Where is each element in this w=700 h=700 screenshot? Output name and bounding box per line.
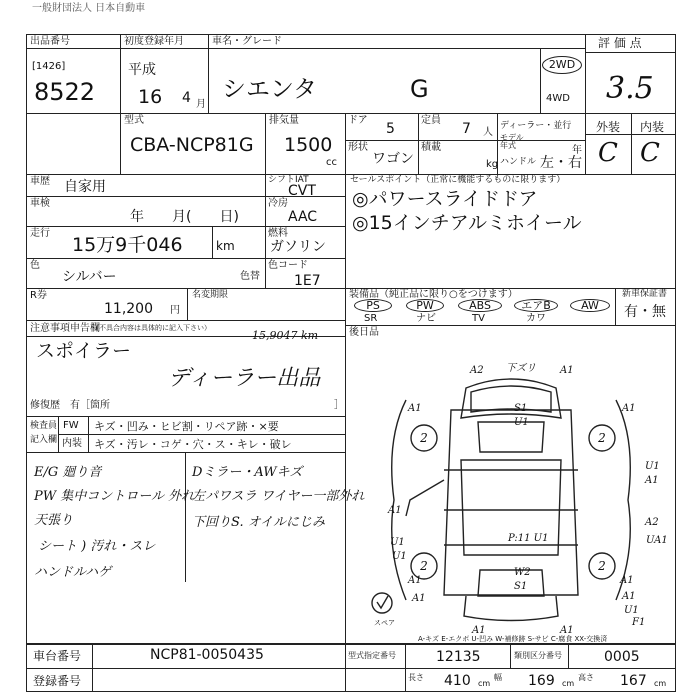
reg-month: 4: [182, 90, 191, 106]
exterior-label: 外装: [596, 120, 621, 134]
first-reg-label: 初度登録年月: [124, 36, 184, 47]
bottom-label: 後日品: [349, 327, 379, 338]
shift: CVT: [288, 183, 316, 199]
model-label: 型式: [124, 115, 144, 126]
equip-leather: カワ: [526, 313, 546, 324]
color: シルバー: [62, 269, 117, 285]
diag-a1-right-rear: A1: [622, 591, 636, 602]
score-label: 評 価 点: [598, 36, 642, 50]
interior-row-label: 内装: [62, 438, 82, 449]
model-year-label: モデル年式: [500, 133, 524, 150]
diag-a1-right: A1: [622, 403, 636, 414]
width-label: 幅: [494, 673, 502, 682]
dealer-stamp: ディーラー出品: [168, 366, 321, 391]
capacity: 7: [462, 121, 471, 137]
length: 410: [444, 673, 471, 689]
diag-a1-rear: A1: [408, 575, 422, 586]
selling-point-1: ◎パワースライドドア: [352, 188, 538, 210]
color-code-label: 色コード: [268, 260, 308, 271]
diag-u1-right: U1: [645, 461, 660, 472]
height: 167: [620, 673, 647, 689]
handle: 左・右: [540, 155, 582, 171]
displacement-label: 排気量: [269, 115, 299, 126]
diag-a1-left-rear: A1: [412, 593, 426, 604]
diag-u1-hood: U1: [514, 417, 529, 428]
capacity-label: 定員: [421, 115, 441, 126]
equip-tv: TV: [472, 313, 485, 324]
diag-w2: W2: [514, 567, 531, 578]
doors-label: ドア: [348, 115, 368, 126]
doors: 5: [386, 121, 395, 137]
lot-number: 8522: [34, 78, 96, 106]
type-cert-label: 型式指定番号: [348, 651, 396, 660]
diag-a1-top: A1: [560, 365, 574, 376]
diag-s1: S1: [514, 403, 528, 414]
diag-a1-bottom-right: A1: [560, 625, 574, 636]
diag-s1-rear: S1: [514, 581, 528, 592]
car-name-label: 車名・グレード: [212, 36, 282, 47]
class-number: 0005: [604, 649, 640, 665]
reg-month-unit: 月: [196, 99, 206, 110]
load-label: 積載: [421, 142, 441, 153]
chassis-number: NCP81-0050435: [150, 647, 264, 663]
handle-label: ハンドル: [500, 157, 537, 167]
capacity-unit: 人: [483, 127, 493, 138]
inspector-label: 検査員記入欄: [30, 421, 58, 445]
transfer-value: 15,9047 km: [252, 329, 319, 342]
hw-right-2: 左パワスラ ワイヤー一部外れ: [192, 489, 365, 504]
interior-label: 内装: [640, 120, 665, 134]
svg-text:2: 2: [598, 559, 606, 573]
diag-shitazuri: 下ズリ: [506, 363, 536, 374]
mileage: 15万9千046: [72, 234, 183, 256]
hw-left-4: シート ) 汚れ・スレ: [38, 539, 156, 554]
model: CBA-NCP81G: [130, 134, 254, 156]
owner-type: 自家用: [64, 179, 106, 195]
selling-point-2: ◎15インチアルミホイール: [352, 212, 582, 234]
interior-row: キズ・汚レ・コゲ・穴・ス・キレ・破レ: [94, 438, 292, 451]
color-label: 色: [30, 260, 40, 271]
spare-label: スペア: [374, 619, 395, 627]
cc-unit: cc: [326, 157, 337, 168]
diag-pillar: P:11 U1: [508, 533, 549, 544]
km-unit: km: [216, 239, 235, 253]
damage-legend: A-キズ E-エクボ U-凹み W-補修跡 S-サビ C-腐食 XX-交換済: [418, 635, 608, 643]
diag-u1-right-rear: U1: [624, 605, 639, 616]
diag-u1-left2: U1: [392, 551, 407, 562]
ac-label: 冷房: [268, 198, 288, 209]
drive-4wd: 4WD: [546, 93, 570, 104]
recycle-label: R券: [30, 290, 47, 301]
diag-f1: F1: [632, 617, 646, 628]
equip-sr: SR: [364, 313, 378, 324]
ac: AAC: [288, 209, 318, 225]
length-label: 長さ: [408, 673, 424, 682]
fuel-label: 燃料: [268, 228, 288, 239]
reg-year: 16: [138, 86, 163, 108]
era: 平成: [128, 62, 156, 78]
hw-left-3: 天張り: [34, 513, 74, 528]
width: 169: [528, 673, 555, 689]
color-code: 1E7: [294, 273, 321, 289]
svg-text:2: 2: [420, 559, 428, 573]
notes-small: （不具合内容は具体的に記入下さい）: [92, 324, 211, 332]
interior-grade: C: [640, 138, 660, 168]
diag-u1-left: U1: [390, 537, 405, 548]
header-top-text: 一般財団法人 日本自動車: [32, 3, 146, 14]
notes-text: スポイラー: [36, 340, 132, 362]
grade: G: [410, 75, 429, 103]
shape: ワゴン: [372, 151, 414, 167]
hw-left-5: ハンドルハゲ: [34, 565, 112, 580]
diag-a1-side: A1: [388, 505, 402, 516]
svg-text:2: 2: [420, 431, 428, 445]
diag-a1-left: A1: [408, 403, 422, 414]
fw-label: FW: [63, 420, 79, 431]
selling-point-label: セールスポイント（正常に機能するものに限ります）: [350, 175, 566, 185]
diag-a1-right2: A1: [645, 475, 659, 486]
fw-row: キズ・凹み・ヒビ割・リペア跡・×要: [94, 420, 279, 433]
warranty-label: 新車保証書: [622, 289, 668, 299]
car-name: シエンタ: [222, 75, 318, 103]
fuel: ガソリン: [270, 239, 326, 255]
equip-airbag: エアB: [514, 299, 558, 312]
lot-small: [1426]: [32, 61, 66, 72]
diag-ua1: UA1: [646, 535, 668, 546]
hw-left-1: E/G 廻り音: [34, 465, 102, 480]
diag-a1-rear-right: A1: [620, 575, 634, 586]
year-unit: 年: [572, 145, 582, 156]
repair-label: 修復歴: [30, 400, 60, 411]
diag-a2-right: A2: [645, 517, 659, 528]
chassis-label: 車台番号: [33, 649, 82, 663]
hw-left-2: PW 集中コントロール 外れ: [34, 489, 195, 504]
recycle-amount: 11,200: [104, 301, 153, 317]
equip-abs: ABS: [458, 299, 502, 312]
svg-text:2: 2: [598, 431, 606, 445]
width-unit: cm: [562, 679, 575, 688]
inspection-label: 車検: [30, 198, 50, 209]
dealer-label: ディーラー・並行: [500, 121, 572, 131]
notes-label: 注意事項申告欄: [30, 323, 100, 334]
drive-2wd: 2WD: [542, 56, 582, 74]
color-change-label: 色替: [240, 271, 260, 282]
load-unit: kg: [486, 159, 499, 170]
hw-right-3: 下回りS. オイルにじみ: [192, 515, 326, 530]
length-unit: cm: [478, 679, 491, 688]
diag-a1-bottom-left: A1: [472, 625, 486, 636]
height-label: 高さ: [578, 673, 594, 682]
equip-navi: ナビ: [416, 313, 436, 324]
type-cert: 12135: [436, 649, 481, 665]
diag-a2-top: A2: [470, 365, 484, 376]
reg-no-label: 登録番号: [33, 674, 82, 688]
shape-label: 形状: [348, 142, 368, 153]
exterior-grade: C: [598, 138, 618, 168]
equipment-label: 装備品（純正品に限り○をつけます）: [349, 289, 518, 300]
mileage-label: 走行: [30, 228, 50, 239]
equip-pw: PW: [406, 299, 444, 312]
inspection: 年 月( 日): [130, 209, 239, 225]
recycle-unit: 円: [170, 305, 180, 316]
shift-label: シフトIAT: [268, 175, 309, 185]
displacement: 1500: [284, 134, 333, 156]
lot-label: 出品番号: [30, 36, 70, 47]
class-label: 類別区分番号: [514, 651, 562, 660]
repair-close: ］: [334, 400, 344, 411]
repair-value: 有［箇所: [70, 400, 110, 411]
owner-type-label: 車歴: [30, 176, 50, 187]
equip-ps: PS: [354, 299, 392, 312]
transfer-label: 名変期限: [192, 290, 229, 300]
height-unit: cm: [654, 679, 667, 688]
hw-right-1: Dミラー・AWキズ: [192, 465, 303, 480]
warranty: 有・無: [624, 304, 666, 320]
equip-aw: AW: [570, 299, 610, 312]
score: 3.5: [606, 71, 654, 106]
